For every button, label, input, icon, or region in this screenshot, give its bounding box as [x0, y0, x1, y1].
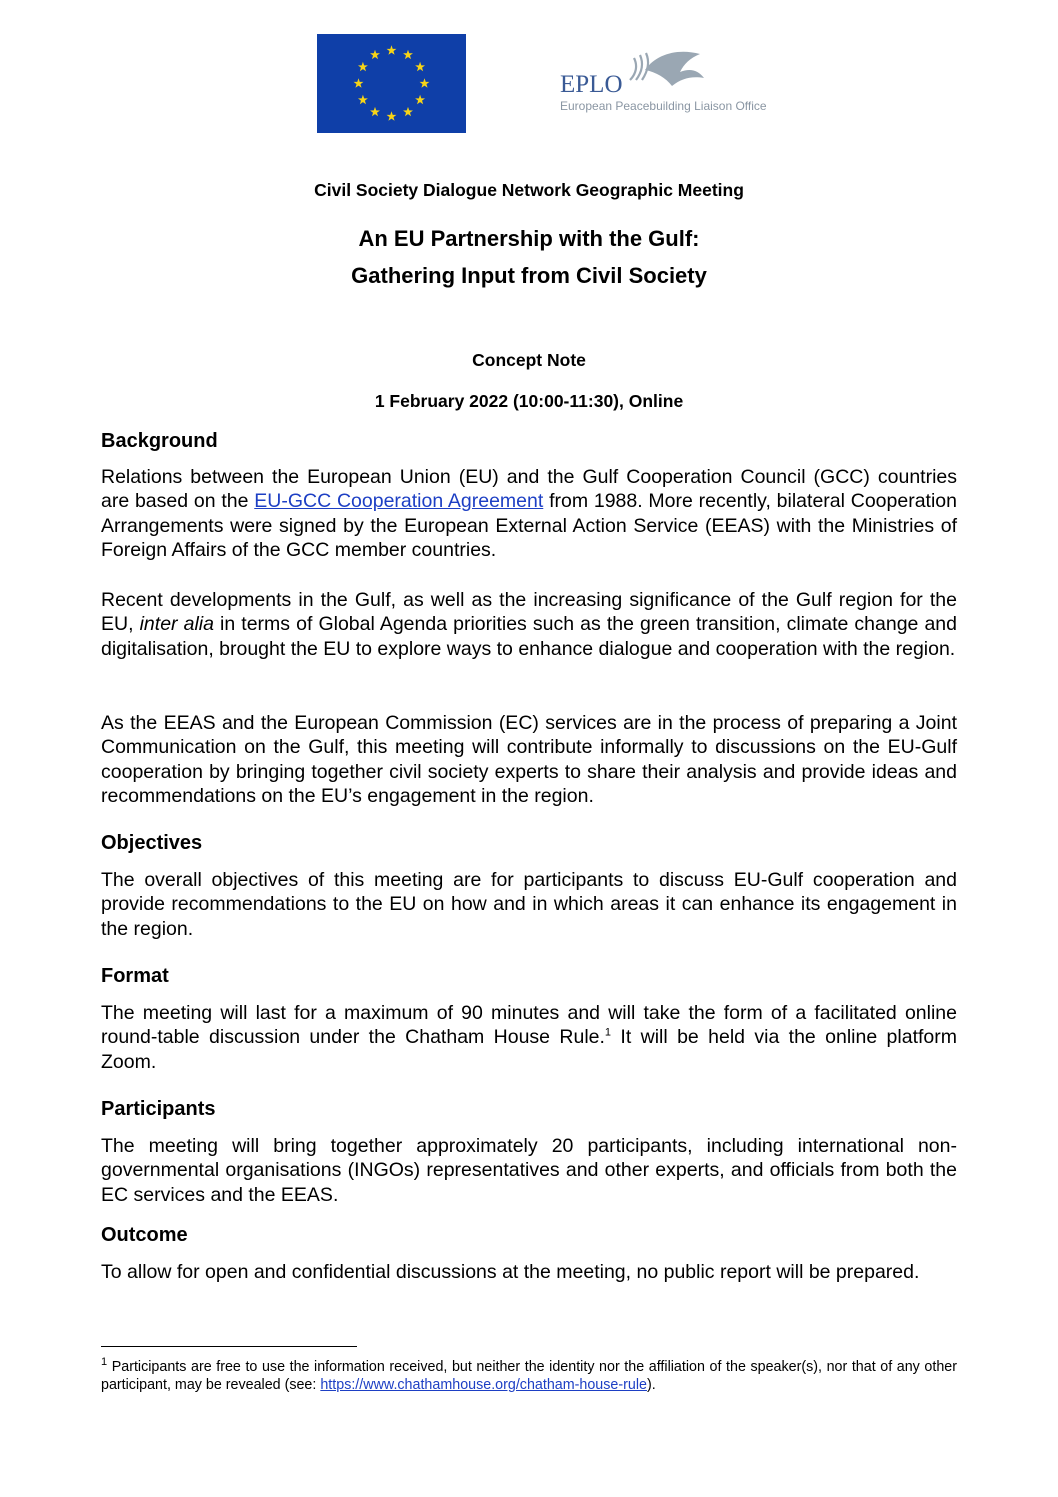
outcome-paragraph: To allow for open and confidential discussions at the meeting, no public report will be prepared.	[101, 1261, 920, 1283]
network-title: Civil Society Dialogue Network Geographic Meeting	[314, 180, 744, 200]
eplo-abbrev: EPLO	[560, 71, 623, 98]
background-heading: Background	[101, 430, 218, 452]
format-paragraph: The meeting will last for a maximum of 90 minutes and will take the form of a facilitated online round-table discussion under the Chatham House Rule.$^1$ It will be held via the online platform Zoom.	[101, 1002, 957, 1073]
meeting-date: 1 February 2022 (10:00-11:30), Online	[374, 391, 684, 411]
footnote-ref[interactable]: 1	[604, 1026, 612, 1039]
objectives-heading: Objectives	[101, 832, 203, 854]
chatham-house-rule-link[interactable]: https://www.chathamhouse.org/chatham-house-rule	[320, 1377, 647, 1393]
objectives-paragraph: The overall objectives of this meeting are for participants to discuss EU-Gulf cooperation and provide recommendations to the EU on how and in which areas it can enhance its engagement in the region.	[101, 869, 957, 940]
main-title	[101, 220, 957, 294]
outcome-heading: Outcome	[101, 1224, 188, 1246]
background-paragraph-2: Recent developments in the Gulf, as well as the increasing significance of the Gulf region for the EU, inter alia in terms of Global Agenda priorities such as the green transition, climate change and digitalisation, brought the EU to explore ways to enhance dialogue and cooperation with the region.	[101, 589, 957, 660]
background-paragraph-3: As the EEAS and the European Commission (EC) services are in the process of preparing a Joint Communication on the Gulf, this meeting will contribute informally to discussions on the EU-Gulf cooperation by bringing together civil society experts to share their analysis and provide ideas and recommendations on the EU’s engagement in the region.	[101, 712, 957, 808]
footnote-number: 1	[101, 1356, 108, 1369]
footnote-separator	[101, 1346, 357, 1347]
eu-gcc-agreement-link[interactable]: EU-GCC Cooperation Agreement	[254, 490, 544, 513]
eplo-bird-icon	[560, 44, 800, 124]
footnote: $^1$ Participants are free to use the information received, but neither the identity nor the affiliation of the speaker(s), nor that of any other participant, may be revealed (see: https://www.chathamhouse.org/chatham-house-rule).	[101, 1356, 957, 1393]
participants-heading: Participants	[101, 1098, 216, 1120]
eu-flag-logo	[317, 34, 466, 133]
eplo-name: European Peacebuilding Liaison Office	[560, 99, 767, 113]
title-line-1: An EU Partnership with the Gulf:	[358, 226, 700, 251]
eplo-logo	[560, 44, 800, 124]
title-line-2: Gathering Input from Civil Society	[351, 263, 707, 288]
background-paragraph-1: Relations between the European Union (EU) and the Gulf Cooperation Council (GCC) countries are based on the EU-GCC Cooperation Agreement from 1988. More recently, bilateral Cooperation Arrangements were signed by the European External Action Service (EEAS) with the Ministries of Foreign Affairs of the GCC member countries.	[101, 466, 957, 562]
participants-paragraph: The meeting will bring together approximately 20 participants, including international non-governmental organisations (INGOs) representatives and other experts, and officials from both the EC services and the EEAS.	[101, 1135, 957, 1206]
concept-note-label: Concept Note	[472, 350, 586, 370]
format-heading: Format	[101, 965, 169, 987]
